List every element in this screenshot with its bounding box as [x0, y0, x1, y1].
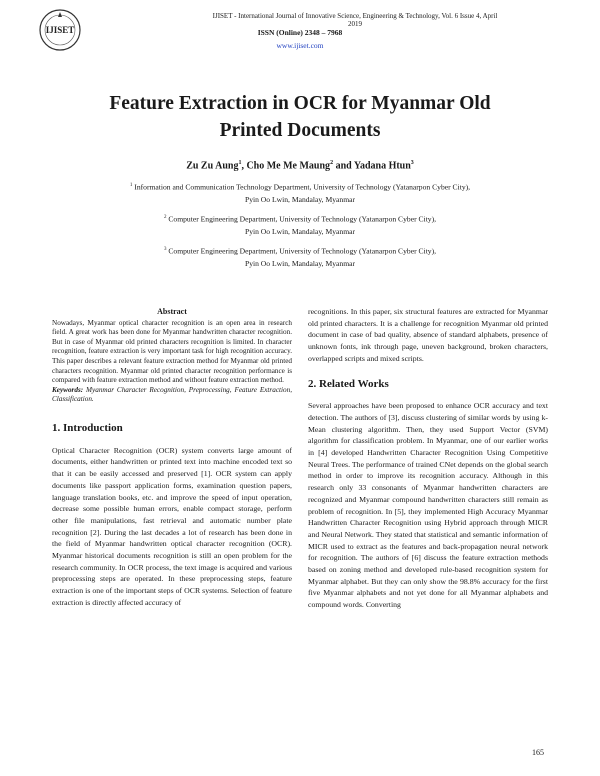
affiliation-2: $^2$ Computer Engineering Department, University of Technology (Yatanarpon Cyber City), Pyin Oo Lwin, Mandalay, Myanmar	[163, 214, 437, 236]
intro-text: Optical Character Recognition (OCR) system converts large amount of documents, either handwritten or printed text into machine encoded text so that it can be easily accessed and preserved [1]. OCR system can apply documents like passport application forms, examination question papers, language translation books, etc. and improve the speed of input operation, decrease some possible human errors, enable compact storage, perform other file manipulations, fast retrieval and automatic number plate recognition [2]. During the last decades a lot of research has been done in the field of Myanmar handwritten optical character recognition (OCR). Myanmar historical documents recognition is still an open problem for the research community. In OCR process, the text image is acquired and various preprocessing steps are operated. In these preprocessing steps, feature extraction is one of the important steps of OCR systems. Selection of feature extraction is directly affected accuracy of	[52, 445, 292, 607]
intro-continued: recognitions. In this paper, six structural features are extracted for Myanmar old printed characters. It is a challenge for recognition Myanmar old printed document in case of bad quality, absence of standard alphabets, presence of unknown fonts, ink through page, uneven background, broken characters, overlapped scripts and mixed scripts.	[308, 307, 548, 363]
journal-header: IJISET - International Journal of Innovative Science, Engineering & Technology, Vol. 6 Issue 4, April 2019	[212, 12, 498, 28]
abstract-text: Nowadays, Myanmar optical character recognition is an open area in research field. A great work has been done for Myanmar handwritten character recognition. But in case of Myanmar old printed characters recognition is limited. In character recognition, feature extraction is very important task for high recognition accuracy. This paper describes a relevant feature extraction method for Myanmar old printed characters recognition. Myanmar old printed character recognition performance is compared with feature extraction method and without feature extraction method.	[52, 318, 292, 385]
author-list: Zu Zu Aung$^1$, Cho Me Me Maung$^2$ and Yadana Htun$^3$	[186, 160, 414, 172]
right-column	[308, 306, 548, 611]
page-number: 165	[532, 748, 544, 757]
logo-text: IJISET	[45, 25, 75, 35]
journal-url[interactable]: www.ijiset.com	[276, 41, 324, 50]
issn: ISSN (Online) 2348 – 7968	[257, 28, 343, 37]
intro-heading: 1. Introduction	[52, 422, 123, 435]
left-column	[52, 306, 292, 609]
abstract-title: Abstract	[157, 307, 187, 316]
related-text: Several approaches have been proposed to enhance OCR accuracy and text detection. The authors of [3], discuss clustering of similar words by using k-Mean clustering algorithm. Then, they used Support Vector (SVM) algorithm for classification problem. In Myanmar, one of our earlier works in [4] developed Handwritten Character Recognition Using Competitive Neural Trees. The performance of trained CNet depends on the global search method in order to improve its recognition accuracy. Although in this research only 33 consonants of Myanmar handwritten characters are recognized and Myanmar compound handwritten characters still remain as problem of recognition. In [5], they implemented High Accuracy Myanmar Handwritten Character Recognition using Hybrid approach through MICR and Neural Network. They stated that statistical and semantic information of MICR used to extract as the features and back-propagation neural network for recognition. The authors of [6] discuss the feature extraction methods based on zoning method and developed rule-based recognition system for Myanmar alphabet. But they can only show the 98.8% accuracy for the first five Myanmar alphabets and not yet done for all Myanmar alphabets and compound words. Converting	[308, 401, 548, 610]
affiliation-1: $^1$ Information and Communication Technology Department, University of Technology (Yatanarpon Cyber City), Pyin Oo Lwin, Mandalay, Myanmar	[129, 182, 471, 204]
keywords: Keywords: Myanmar Character Recognition, Preprocessing, Feature Extraction, Classification.	[52, 385, 292, 404]
affiliation-3: $^3$ Computer Engineering Department, University of Technology (Yatanarpon Cyber City), Pyin Oo Lwin, Mandalay, Myanmar	[163, 246, 437, 268]
related-heading: 2. Related Works	[308, 377, 389, 390]
paper-title: Feature Extraction in OCR for Myanmar Old Printed Documents	[109, 93, 491, 141]
